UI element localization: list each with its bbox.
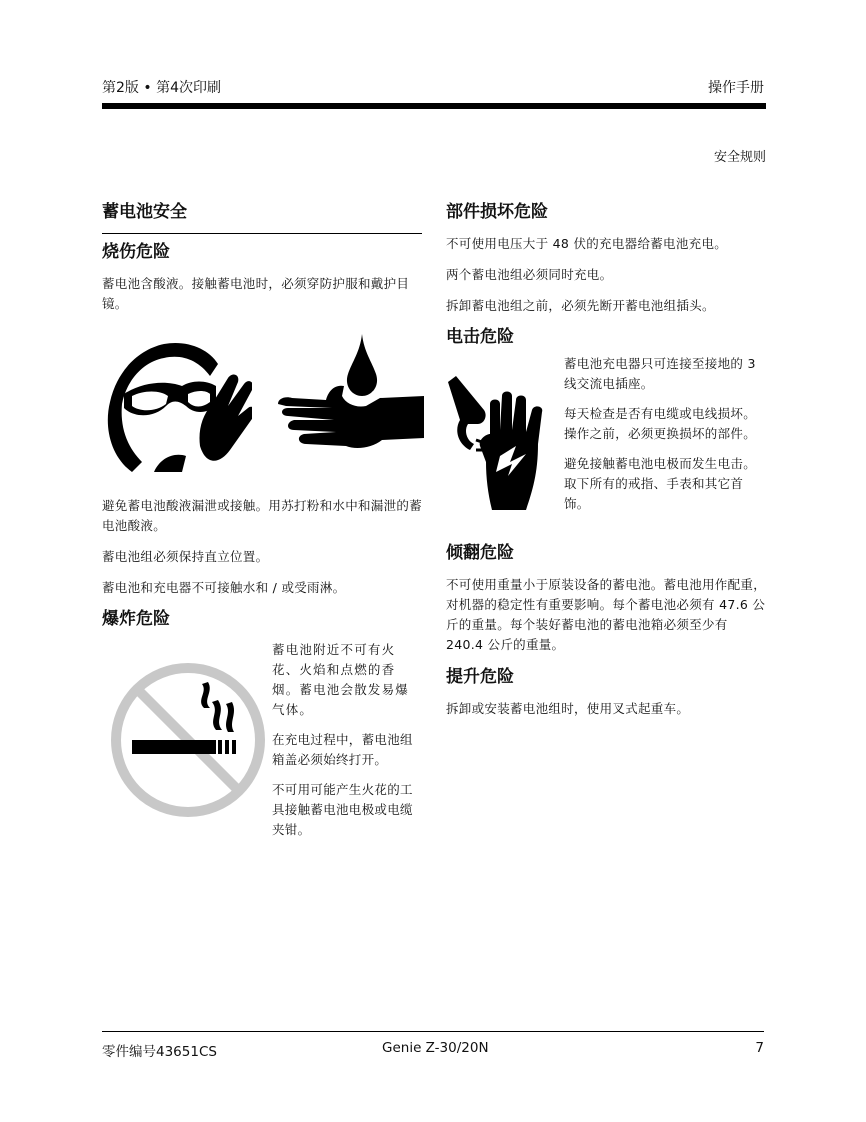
footer-part-number: 零件编号43651CS (102, 1044, 217, 1060)
header-rule (102, 103, 766, 109)
face-goggles-icon (102, 334, 252, 474)
explosion-text-column (272, 640, 422, 840)
shock-text-2: 每天检查是否有电缆或电线损坏。操作之前，必须更换损坏的部件。 (564, 406, 757, 441)
right-column (446, 200, 766, 719)
burn-hazard-heading: 烧伤危险 (102, 242, 170, 262)
damage-text-3: 拆卸蓄电池组之前，必须先断开蓄电池组插头。 (446, 298, 715, 313)
section-label: 安全规则 (713, 150, 766, 165)
explosion-block (102, 640, 422, 850)
explosion-text-1: 蓄电池附近不可有火花、火焰和点燃的香烟。蓄电池会散发易爆气体。 (272, 642, 410, 717)
damage-text-1: 不可使用电压大于 48 伏的充电器给蓄电池充电。 (446, 236, 728, 251)
tip-over-heading: 倾翻危险 (446, 543, 514, 563)
explosion-hazard-heading: 爆炸危险 (102, 609, 170, 629)
burn-illustrations (102, 334, 422, 486)
footer-rule (102, 1031, 764, 1032)
title-rule (102, 233, 422, 234)
burn-text-4: 蓄电池和充电器不可接触水和 / 或受雨淋。 (102, 580, 346, 595)
burn-text-3: 蓄电池组必须保持直立位置。 (102, 549, 269, 564)
page-number: 7 (755, 1040, 764, 1056)
acid-hand-icon (276, 334, 424, 474)
explosion-text-3: 不可用可能产生火花的工具接触蓄电池电极或电缆夹钳。 (272, 782, 413, 837)
tip-text-1: 不可使用重量小于原装设备的蓄电池。蓄电池用作配重，对机器的稳定性有重要影响。每个蓄电池必须有 47.6 公斤的重量。每个装好蓄电池的蓄电池箱必须至少有 240.4 公斤的重量。 (446, 577, 767, 652)
shock-block (446, 354, 766, 536)
shock-text-3: 避免接触蓄电池电极而发生电击。取下所有的戒指、手表和其它首饰。 (564, 456, 757, 511)
component-damage-heading: 部件损坏危险 (446, 202, 548, 222)
explosion-text-2: 在充电过程中，蓄电池组箱盖必须始终打开。 (272, 732, 413, 767)
lifting-heading: 提升危险 (446, 667, 514, 687)
electrocution-heading: 电击危险 (446, 327, 514, 347)
battery-safety-title: 蓄电池安全 (102, 202, 187, 222)
lift-text-1: 拆卸或安装蓄电池组时，使用叉式起重车。 (446, 701, 690, 716)
shock-text-column (564, 354, 766, 514)
damage-text-2: 两个蓄电池组必须同时充电。 (446, 267, 613, 282)
left-column (102, 200, 422, 850)
footer-model: Genie Z-30/20N (382, 1040, 489, 1056)
electric-shock-hand-icon (446, 374, 558, 510)
header-edition: 第2版 • 第4次印刷 (102, 80, 221, 96)
shock-text-1: 蓄电池充电器只可连接至接地的 3 线交流电插座。 (564, 356, 756, 391)
burn-text-1: 蓄电池含酸液。接触蓄电池时，必须穿防护服和戴护目镜。 (102, 276, 410, 311)
burn-text-2: 避免蓄电池酸液漏泄或接触。用苏打粉和水中和漏泄的蓄电池酸液。 (102, 498, 423, 533)
no-smoking-icon (108, 660, 268, 820)
header-manual-title: 操作手册 (708, 80, 764, 96)
